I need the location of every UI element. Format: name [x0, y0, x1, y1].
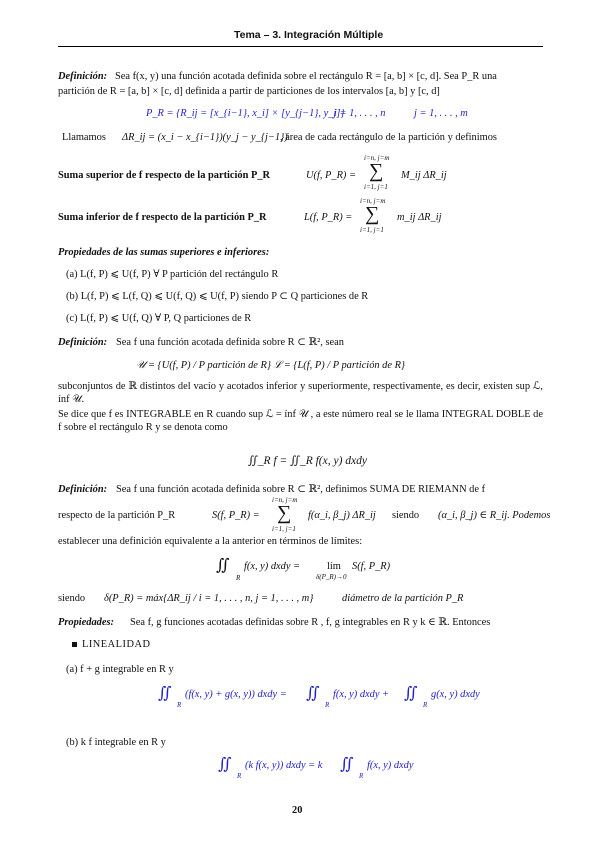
- formula-b-integral2: ∬: [340, 756, 354, 773]
- formula-b-rhs: f(x, y) dxdy: [367, 760, 414, 771]
- formula-a-integral3: ∬: [404, 685, 418, 702]
- limit-integral-region: R: [236, 574, 241, 582]
- partition-formula: P_R = {R_ij = [x_{i−1}, x_i] × [y_{j−1}, y_j]}: [146, 108, 345, 119]
- definition2-paragraph1: subconjuntos de ℝ distintos del vacío y acotados inferior y superiormente, respectivamente, es decir, existen sup ℒ, ínf 𝒰.: [58, 381, 543, 405]
- lower-sum-bottom-index: i=1, j=1: [360, 226, 384, 234]
- alpha-beta-condition: (α_i, β_j) ∈ R_ij. Podemos: [438, 510, 551, 521]
- limit-subscript: δ(P_R)→0: [316, 573, 347, 581]
- properties2-text: Sea f, g funciones acotadas definidas sobre R , f, g integrables en R y k ∈ ℝ. Entonces: [130, 617, 491, 628]
- lower-sum-label: Suma inferior de f respecto de la partición P_R: [58, 212, 267, 223]
- properties2-label: Propiedades:: [58, 617, 114, 628]
- definition2-line1: Sea f una función acotada definida sobre R ⊂ ℝ², sean: [116, 337, 344, 348]
- definition-text-line1: Sea f(x, y) una función acotada definida sobre el rectángulo R = [a, b] × [c, d]. Sea P_R una: [115, 71, 497, 82]
- lower-sum-sigma: ∑: [365, 203, 380, 225]
- index-range-i: i = 1, . . . , n: [334, 108, 386, 119]
- delta-r-formula: ΔR_ij = (x_i − x_{i−1})(y_j − y_{j−1}): [122, 132, 288, 143]
- header-rule: [58, 46, 543, 47]
- formula-a-region1: R: [177, 701, 182, 709]
- limit-operator: lím: [327, 561, 341, 572]
- riemann-bottom-index: i=1, j=1: [272, 525, 296, 533]
- definition-text-line2: partición de R = [a, b] × [c, d] definida a partir de particiones de los intervalos [a, b] y [c, d]: [58, 86, 440, 97]
- linearity-heading: LINEALIDAD: [82, 639, 151, 650]
- formula-b-region1: R: [237, 772, 242, 780]
- lower-sum-lhs: L(f, P_R) =: [304, 212, 353, 223]
- upper-sum-sigma: ∑: [369, 160, 384, 182]
- formula-a-integral1: ∬: [158, 685, 172, 702]
- lower-sum-term: m_ij ΔR_ij: [397, 212, 442, 223]
- definition3-line1: Sea f una función acotada definida sobre R ⊂ ℝ², definimos SUMA DE RIEMANN de f: [116, 484, 486, 495]
- riemann-top-index: i=n, j=m: [272, 496, 298, 504]
- bullet-square-icon: [72, 642, 77, 647]
- definition3-line3: establecer una definición equivalente a la anterior en términos de límites:: [58, 536, 363, 547]
- limit-lhs: f(x, y) dxdy =: [244, 561, 301, 572]
- llamamos-tail: , área de cada rectángulo de la partición y definimos: [280, 132, 497, 143]
- riemann-lhs: S(f, P_R) =: [212, 510, 260, 521]
- property-a-label: (a) f + g integrable en R y: [66, 664, 174, 675]
- formula-a-mid: f(x, y) dxdy +: [333, 689, 390, 700]
- limit-rhs: S(f, P_R): [352, 561, 391, 572]
- upper-sum-top-index: i=n, j=m: [364, 154, 390, 162]
- llamamos-text: Llamamos: [62, 132, 106, 143]
- double-integral-formula: ∬_R f = ∬_R f(x, y) dxdy: [248, 455, 367, 467]
- formula-a-region2: R: [325, 701, 330, 709]
- properties-title: Propiedades de las sumas superiores e inferiores:: [58, 247, 270, 258]
- upper-sum-bottom-index: i=1, j=1: [364, 183, 388, 191]
- page-number: 20: [292, 805, 303, 816]
- formula-a-rhs: g(x, y) dxdy: [431, 689, 480, 700]
- upper-sum-term: M_ij ΔR_ij: [401, 170, 447, 181]
- formula-a-lhs: (f(x, y) + g(x, y)) dxdy =: [185, 689, 287, 700]
- upper-sum-label: Suma superior de f respecto de la partición P_R: [58, 170, 271, 181]
- riemann-term: f(α_i, β_j) ΔR_ij: [308, 510, 376, 521]
- formula-b-region2: R: [359, 772, 364, 780]
- siendo2-text: siendo: [58, 593, 86, 604]
- definition-label: Definición:: [58, 71, 108, 82]
- formula-b-lhs: (k f(x, y)) dxdy = k: [245, 760, 323, 771]
- property-item-a: (a) L(f, P) ⩽ U(f, P) ∀ P partición del rectángulo R: [66, 269, 279, 280]
- index-range-j: j = 1, . . . , m: [414, 108, 468, 119]
- lower-sum-top-index: i=n, j=m: [360, 197, 386, 205]
- riemann-sigma: ∑: [277, 502, 292, 524]
- property-item-c: (c) L(f, P) ⩽ U(f, Q) ∀ P, Q particiones de R: [66, 313, 252, 324]
- formula-b-integral1: ∬: [218, 756, 232, 773]
- formula-a-region3: R: [423, 701, 428, 709]
- definition3-label: Definición:: [58, 484, 108, 495]
- diameter-label: diámetro de la partición P_R: [342, 593, 464, 604]
- upper-sum-lhs: U(f, P_R) =: [306, 170, 357, 181]
- definition2-paragraph2: Se dice que f es INTEGRABLE en R cuando sup ℒ = ínf 𝒰 , a este número real se le llama INTEGRAL DOBLE de f sobre el rectángulo R y se denota como: [58, 409, 543, 433]
- definition2-label: Definición:: [58, 337, 108, 348]
- formula-a-integral2: ∬: [306, 685, 320, 702]
- property-item-b: (b) L(f, P) ⩽ L(f, Q) ⩽ U(f, Q) ⩽ U(f, P) siendo P ⊂ Q particiones de R: [66, 291, 369, 302]
- limit-integral-sign: ∬: [216, 557, 230, 574]
- siendo-text: siendo: [392, 510, 420, 521]
- upper-lower-sets: 𝒰 = {U(f, P) / P partición de R} ℒ = {L(f, P) / P partición de R}: [136, 360, 406, 371]
- property-b-label: (b) k f integrable en R y: [66, 737, 166, 748]
- riemann-prefix: respecto de la partición P_R: [58, 510, 176, 521]
- page-header-title: Tema – 3. Integración Múltiple: [234, 29, 384, 41]
- diameter-formula: δ(P_R) = máx{ΔR_ij / i = 1, . . . , n, j = 1, . . . , m}: [104, 593, 314, 604]
